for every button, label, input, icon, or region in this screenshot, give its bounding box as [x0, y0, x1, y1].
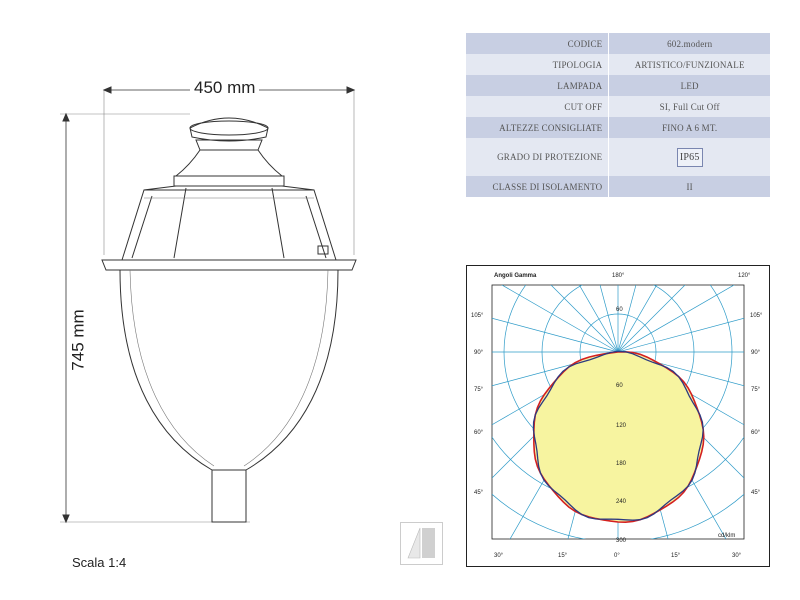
spec-key: CLASSE DI ISOLAMENTO — [466, 176, 609, 197]
radial-label: 240 — [616, 499, 627, 505]
spec-row-protezione — [466, 138, 770, 176]
angle-label-left: 90° — [474, 350, 484, 356]
spec-key: LAMPADA — [466, 75, 609, 96]
radial-label: 60 — [616, 307, 623, 313]
photometric-polar-diagram — [466, 265, 770, 567]
angle-label-bottom: 15° — [671, 553, 681, 559]
angle-label-bottom: 15° — [558, 553, 568, 559]
angle-label-top: 180° — [612, 273, 625, 279]
angle-label-right: 45° — [751, 490, 761, 496]
spec-row-tipologia — [466, 54, 770, 75]
angle-label-bottom: 30° — [732, 553, 742, 559]
angle-label-bottom: 30° — [494, 553, 504, 559]
angle-label-right: 105° — [750, 313, 763, 319]
radial-label: 300 — [616, 538, 627, 544]
spec-row-altezze — [466, 117, 770, 138]
angle-label-bottom: 0° — [614, 553, 620, 559]
spec-row-cut-off — [466, 96, 770, 117]
spec-value: FINO A 6 MT. — [609, 117, 770, 138]
spec-row-lampada — [466, 75, 770, 96]
spec-key: CUT OFF — [466, 96, 609, 117]
ip-rating-badge: IP65 — [677, 148, 703, 167]
spec-value: 602.modern — [609, 33, 770, 54]
spec-value: LED — [609, 75, 770, 96]
angle-label-top: 120° — [738, 273, 751, 279]
spec-row-isolamento — [466, 176, 770, 197]
angle-label-left: 45° — [474, 490, 484, 496]
height-dimension-label: 745 mm — [69, 305, 89, 374]
angle-label-left: 75° — [474, 387, 484, 393]
radial-label: 120 — [616, 423, 627, 429]
angle-label-left: 60° — [474, 430, 484, 436]
scale-label: Scala 1:4 — [72, 555, 127, 570]
spec-value: II — [609, 176, 770, 197]
document-corner-icon — [400, 522, 443, 565]
angle-label-right: 75° — [751, 387, 761, 393]
angles-title: Angoli Gamma — [494, 273, 537, 279]
specification-table — [466, 33, 770, 197]
spec-key: CODICE — [466, 33, 609, 54]
radial-label: 60 — [616, 383, 623, 389]
spec-value: SI, Full Cut Off — [609, 96, 770, 117]
spec-key: GRADO DI PROTEZIONE — [466, 138, 609, 176]
spec-key: ALTEZZE CONSIGLIATE — [466, 117, 609, 138]
spec-row-codice — [466, 33, 770, 54]
spec-key: TIPOLOGIA — [466, 54, 609, 75]
spec-value: ARTISTICO/FUNZIONALE — [609, 54, 770, 75]
radial-label: 180 — [616, 461, 627, 467]
width-dimension-label: 450 mm — [190, 78, 259, 98]
angle-label-right: 60° — [751, 430, 761, 436]
unit-label: cd/klm — [718, 533, 736, 539]
angle-label-right: 90° — [751, 350, 761, 356]
angle-label-left: 105° — [471, 313, 484, 319]
